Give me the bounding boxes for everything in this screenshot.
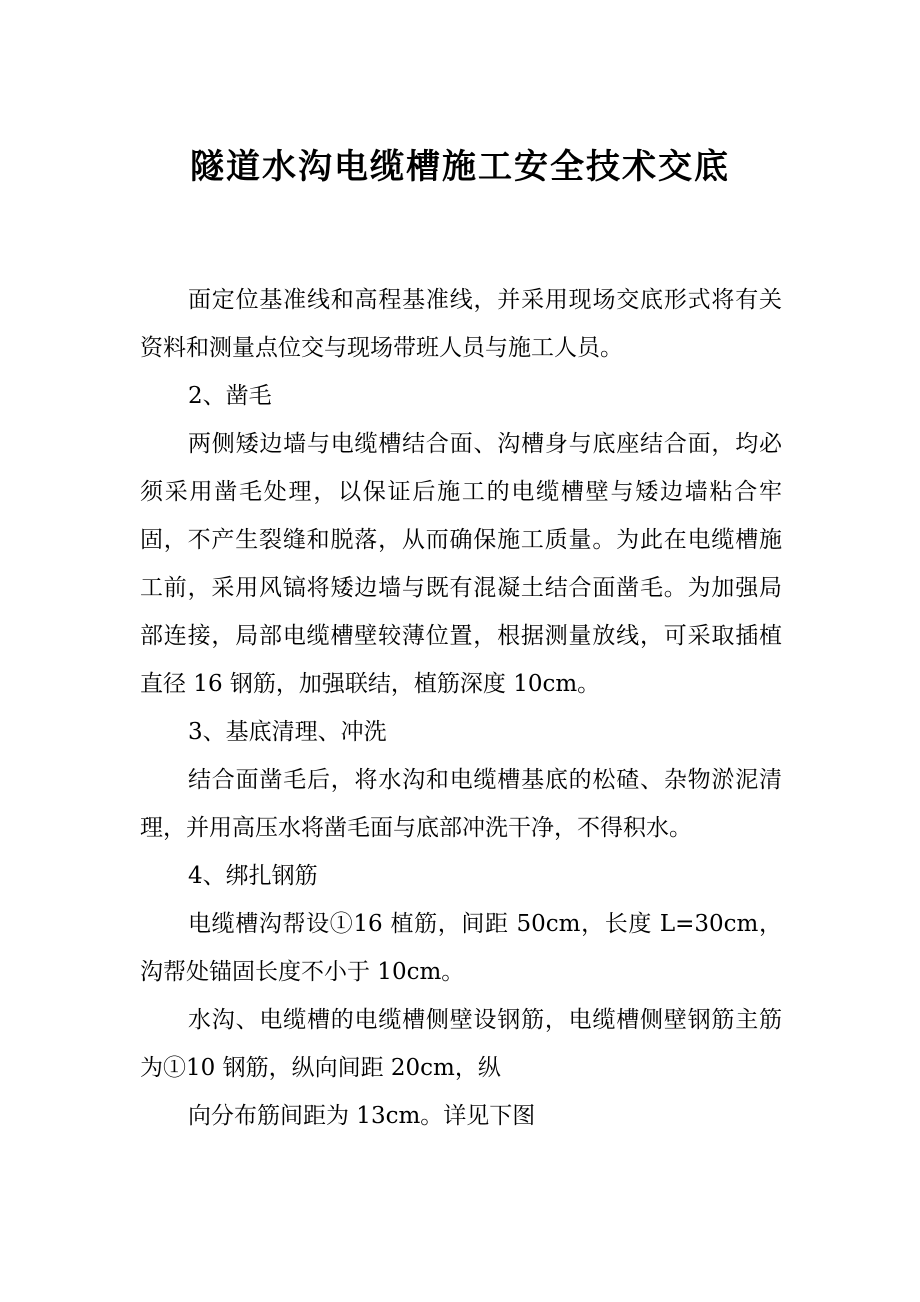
- paragraph-rebar-anchors: 电缆槽沟帮设①16 植筋，间距 50cm，长度 L=30cm，沟帮处锚固长度不小于 10cm。: [140, 911, 782, 985]
- paragraph-rebar-sidewall: 水沟、电缆槽的电缆槽侧壁设钢筋，电缆槽侧壁钢筋主筋为①10 钢筋，纵向间距 20cm，纵: [140, 1007, 782, 1081]
- paragraph-rebar-distribution: 向分布筋间距为 13cm。详见下图: [188, 1103, 536, 1129]
- section-heading-rebar: 4、绑扎钢筋: [188, 863, 318, 889]
- paragraph-survey-handover: 面定位基准线和高程基准线，并采用现场交底形式将有关资料和测量点位交与现场带班人员与施工人员。: [140, 287, 782, 361]
- document-title: 隧道水沟电缆槽施工安全技术交底: [190, 147, 730, 187]
- paragraph-chiseling: 两侧矮边墙与电缆槽结合面、沟槽身与底座结合面，均必须采用凿毛处理，以保证后施工的电缆槽壁与矮边墙粘合牢固，不产生裂缝和脱落，从而确保施工质量。为此在电缆槽施工前，采用风镐将矮边墙与既有混凝土结合面凿毛。为加强局部连接，局部电缆槽壁较薄位置，根据测量放线，可采取插植直径 16 钢筋，加强联结，植筋深度 10cm。: [140, 431, 782, 697]
- section-heading-cleaning: 3、基底清理、冲洗: [188, 719, 387, 745]
- section-heading-chiseling: 2、凿毛: [188, 383, 272, 409]
- document-body: [140, 276, 782, 1140]
- paragraph-cleaning: 结合面凿毛后，将水沟和电缆槽基底的松碴、杂物淤泥清理，并用高压水将凿毛面与底部冲洗干净，不得积水。: [140, 767, 782, 841]
